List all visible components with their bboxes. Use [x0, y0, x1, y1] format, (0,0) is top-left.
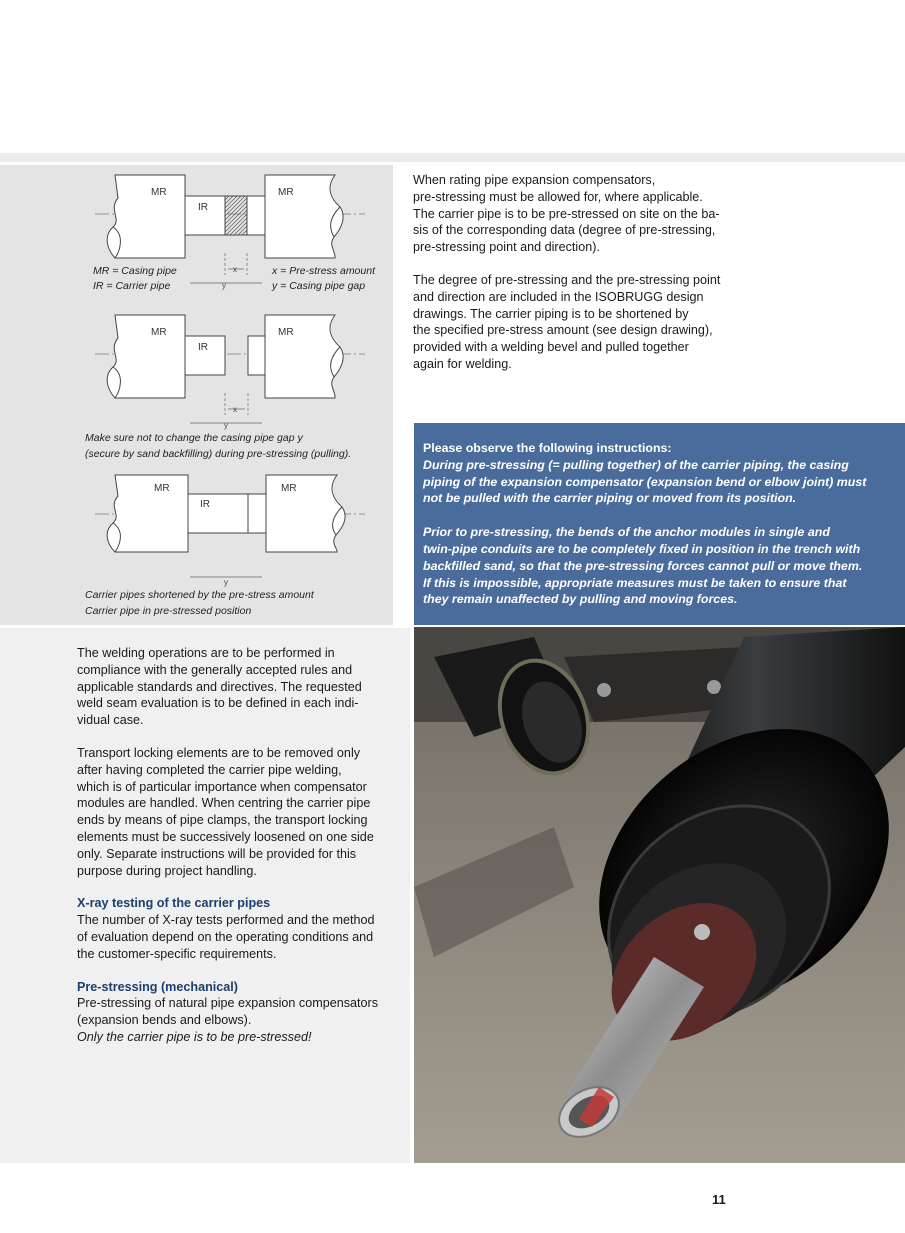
mr-label: MR	[154, 483, 170, 494]
xray-paragraph: The number of X-ray tests performed and the method of evaluation depend on the operating conditions and the customer-specific requirements.	[77, 913, 375, 961]
legend-mr: MR = Casing pipe	[93, 265, 177, 277]
legend-ir: IR = Carrier pipe	[93, 280, 171, 292]
intro-paragraph-1: When rating pipe expansion compensators, pre-stressing must be allowed for, where applicable. The carrier pipe is to be pre-stressed on site on the ba- sis of the corresponding data (degree of pre-stressing, pre-stressing point and direction).	[413, 173, 720, 255]
prestressing-heading: Pre-stressing (mechanical)	[77, 979, 238, 994]
ir-label: IR	[200, 499, 210, 510]
transport-locking-paragraph: Transport locking elements are to be removed only after having completed the carrier pipe welding, which is of particular importance when compensator modules are handled. When centring the carrier pipe ends by means of pipe clamps, the transport locking elements must be successively loosened on one side only. Separate instructions will be provided for this purpose during project handling.	[77, 745, 374, 878]
caption-2-line: (secure by sand backfilling) during pre-stressing (pulling).	[85, 448, 352, 460]
notice-paragraph-2: Prior to pre-stressing, the bends of the anchor modules in single and twin-pipe conduits are to be completely fixed in position in the trench with backfilled sand, so that the pre-stressing forces cannot pull or move them. If this is impossible, appropriate measures must be taken to ensure that they remain unaffected by pulling and moving forces.	[423, 525, 863, 607]
intro-paragraph-2: The degree of pre-stressing and the pre-stressing point and direction are included in the ISOBRUGG design drawings. The carrier piping is to be shortened by the specified pre-stress amount (see design drawing), provided with a welding bevel and pulled together again for welding.	[413, 272, 721, 371]
page-number: 11	[712, 1192, 726, 1207]
prestressing-paragraph: Pre-stressing of natural pipe expansion compensators (expansion bends and elbows). Only the carrier pipe is to be pre-stressed!	[77, 996, 379, 1044]
mr-label: MR	[278, 187, 294, 198]
mr-label: MR	[151, 187, 167, 198]
ir-label: IR	[198, 342, 208, 353]
y-label: y	[222, 281, 226, 290]
pipe-photo-illustration	[414, 627, 905, 1163]
legend-y: y = Casing pipe gap	[272, 280, 366, 292]
pipe-photo	[414, 627, 905, 1163]
x-label: x	[233, 405, 237, 414]
mr-label: MR	[278, 327, 294, 338]
intro-text	[413, 172, 733, 373]
diagram-3	[95, 475, 365, 587]
mr-label: MR	[281, 483, 297, 494]
body-text	[77, 645, 397, 1046]
xray-heading: X-ray testing of the carrier pipes	[77, 896, 271, 911]
y-label: y	[224, 421, 228, 430]
prestressing-note: Only the carrier pipe is to be pre-stressed!	[77, 1029, 312, 1044]
welding-paragraph: The welding operations are to be performed in compliance with the generally accepted rules and applicable standards and directives. The requested weld seam evaluation is to be defined in each indi- vidual case.	[77, 646, 362, 728]
notice-paragraph-1: During pre-stressing (= pulling together) of the carrier piping, the casing piping of the expansion compensator (expansion bend or elbow joint) must not be pulled with the carrier piping or moved from its position.	[423, 457, 867, 506]
mr-label: MR	[151, 327, 167, 338]
diagram-2	[95, 315, 365, 430]
caption-3-line: Carrier pipes shortened by the pre-stress amount	[85, 589, 314, 601]
top-band	[0, 153, 905, 162]
legend-x: x = Pre-stress amount	[272, 265, 375, 277]
ir-label: IR	[198, 202, 208, 213]
notice-heading: Please observe the following instructions:	[423, 441, 672, 455]
x-label: x	[233, 265, 237, 274]
instructions-notice	[414, 423, 905, 625]
y-label: y	[224, 578, 228, 587]
diagram-panel	[0, 165, 393, 625]
caption-3-line: Carrier pipe in pre-stressed position	[85, 605, 252, 617]
pre-stress-diagram	[0, 165, 393, 625]
caption-2-line: Make sure not to change the casing pipe gap y	[85, 432, 303, 444]
